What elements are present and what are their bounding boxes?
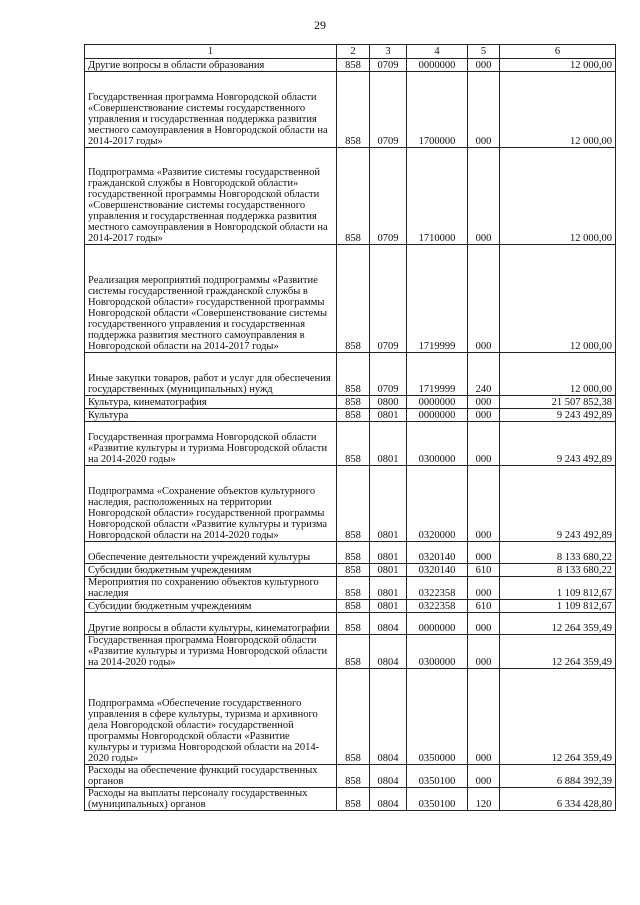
- row-col-3: 0804: [370, 635, 407, 669]
- row-name: Государственная программа Новгородской области «Развитие культуры и туризма Новгородской области на 2014-2020 годы»: [85, 635, 337, 669]
- row-col-2: 858: [337, 396, 370, 409]
- row-col-5: 000: [468, 396, 500, 409]
- row-col-3: 0709: [370, 148, 407, 245]
- table-header-row: [85, 45, 616, 59]
- row-col-2: 858: [337, 788, 370, 811]
- row-col-4: 1710000: [407, 148, 468, 245]
- row-col-2: 858: [337, 542, 370, 564]
- row-col-4: 0000000: [407, 59, 468, 72]
- table-row: [85, 542, 616, 564]
- row-col-5: 000: [468, 245, 500, 353]
- row-col-2: 858: [337, 148, 370, 245]
- row-name: Государственная программа Новгородской области «Развитие культуры и туризма Новгородской области на 2014-2020 годы»: [85, 422, 337, 466]
- row-col-5: 000: [468, 765, 500, 788]
- row-amount: 8 133 680,22: [500, 564, 616, 577]
- row-amount: 12 000,00: [500, 59, 616, 72]
- row-amount: 9 243 492,89: [500, 409, 616, 422]
- row-col-3: 0804: [370, 613, 407, 635]
- table-row: [85, 788, 616, 811]
- row-col-5: 000: [468, 542, 500, 564]
- row-col-2: 858: [337, 765, 370, 788]
- table-row: [85, 577, 616, 600]
- row-name: Другие вопросы в области образования: [85, 59, 337, 72]
- row-name: Субсидии бюджетным учреждениям: [85, 564, 337, 577]
- header-col-5: 5: [468, 45, 500, 59]
- row-col-2: 858: [337, 669, 370, 765]
- row-name: Государственная программа Новгородской области «Совершенствование системы государственного управления и государственная поддержка развития местного самоуправления в Новгородской области на 2014-2017 годы»: [85, 72, 337, 148]
- row-col-2: 858: [337, 577, 370, 600]
- row-amount: 12 264 359,49: [500, 613, 616, 635]
- row-name: Обеспечение деятельности учреждений культуры: [85, 542, 337, 564]
- table-row: [85, 245, 616, 353]
- row-col-5: 000: [468, 422, 500, 466]
- table-row: [85, 72, 616, 148]
- row-col-4: 1700000: [407, 72, 468, 148]
- row-col-5: 120: [468, 788, 500, 811]
- row-amount: 6 334 428,80: [500, 788, 616, 811]
- table-row: [85, 635, 616, 669]
- row-col-5: 610: [468, 564, 500, 577]
- row-col-5: 240: [468, 353, 500, 396]
- row-col-4: 0322358: [407, 600, 468, 613]
- table-row: [85, 422, 616, 466]
- row-amount: 12 000,00: [500, 245, 616, 353]
- row-col-2: 858: [337, 422, 370, 466]
- row-col-2: 858: [337, 613, 370, 635]
- row-col-2: 858: [337, 245, 370, 353]
- row-col-3: 0801: [370, 422, 407, 466]
- row-col-4: 0000000: [407, 409, 468, 422]
- row-col-4: 0350100: [407, 765, 468, 788]
- row-col-3: 0801: [370, 577, 407, 600]
- table-row: [85, 59, 616, 72]
- row-name: Культура, кинематография: [85, 396, 337, 409]
- row-col-4: 0350000: [407, 669, 468, 765]
- row-col-4: 0000000: [407, 396, 468, 409]
- row-amount: 8 133 680,22: [500, 542, 616, 564]
- row-col-5: 000: [468, 613, 500, 635]
- row-name: Расходы на обеспечение функций государственных органов: [85, 765, 337, 788]
- row-col-3: 0804: [370, 788, 407, 811]
- header-col-1: 1: [85, 45, 337, 59]
- row-col-5: 000: [468, 59, 500, 72]
- row-col-5: 000: [468, 635, 500, 669]
- row-col-4: 0300000: [407, 635, 468, 669]
- row-amount: 12 264 359,49: [500, 635, 616, 669]
- row-name: Реализация мероприятий подпрограммы «Развитие системы государственной гражданской службы в Новгородской области» государственной программы Новгородской области «Совершенствование системы государственного управления и государственная поддержка развития местного самоуправления в Новгородской области на 2014-2017 годы»: [85, 245, 337, 353]
- row-col-5: 610: [468, 600, 500, 613]
- row-col-3: 0801: [370, 542, 407, 564]
- row-amount: 6 884 392,39: [500, 765, 616, 788]
- row-col-2: 858: [337, 353, 370, 396]
- row-col-4: 1719999: [407, 245, 468, 353]
- header-col-2: 2: [337, 45, 370, 59]
- table-row: [85, 600, 616, 613]
- table-row: [85, 148, 616, 245]
- row-name: Мероприятия по сохранению объектов культурного наследия: [85, 577, 337, 600]
- row-col-4: 0350100: [407, 788, 468, 811]
- row-col-3: 0800: [370, 396, 407, 409]
- row-col-5: 000: [468, 466, 500, 542]
- row-col-3: 0801: [370, 564, 407, 577]
- row-amount: 12 264 359,49: [500, 669, 616, 765]
- row-name: Подпрограмма «Сохранение объектов культурного наследия, расположенных на территории Новгородской области» государственной программы Новгородской области «Развитие культуры и туризма Новгородской области на 2014-2020 годы»: [85, 466, 337, 542]
- row-col-4: 0320000: [407, 466, 468, 542]
- row-col-2: 858: [337, 72, 370, 148]
- row-col-5: 000: [468, 72, 500, 148]
- row-col-5: 000: [468, 148, 500, 245]
- table-body: [85, 59, 616, 811]
- row-col-2: 858: [337, 466, 370, 542]
- header-col-6: 6: [500, 45, 616, 59]
- row-name: Подпрограмма «Развитие системы государственной гражданской службы в Новгородской области» государственной программы Новгородской области «Совершенствование системы государственного управления и государственная поддержка развития местного самоуправления в Новгородской области на 2014-2017 годы»: [85, 148, 337, 245]
- row-amount: 12 000,00: [500, 353, 616, 396]
- row-name: Культура: [85, 409, 337, 422]
- row-col-3: 0801: [370, 466, 407, 542]
- row-col-2: 858: [337, 600, 370, 613]
- header-col-4: 4: [407, 45, 468, 59]
- row-col-3: 0804: [370, 765, 407, 788]
- table-row: [85, 409, 616, 422]
- table-row: [85, 466, 616, 542]
- table-row: [85, 564, 616, 577]
- row-amount: 9 243 492,89: [500, 422, 616, 466]
- row-amount: 1 109 812,67: [500, 577, 616, 600]
- row-col-5: 000: [468, 409, 500, 422]
- row-name: Расходы на выплаты персоналу государственных (муниципальных) органов: [85, 788, 337, 811]
- row-col-4: 0322358: [407, 577, 468, 600]
- row-col-2: 858: [337, 635, 370, 669]
- row-col-4: 0320140: [407, 564, 468, 577]
- table-row: [85, 396, 616, 409]
- budget-table: [84, 44, 616, 811]
- row-col-4: 0000000: [407, 613, 468, 635]
- row-col-2: 858: [337, 564, 370, 577]
- row-col-4: 0320140: [407, 542, 468, 564]
- table-row: [85, 669, 616, 765]
- row-name: Субсидии бюджетным учреждениям: [85, 600, 337, 613]
- row-col-3: 0709: [370, 59, 407, 72]
- row-col-3: 0709: [370, 72, 407, 148]
- row-col-4: 1719999: [407, 353, 468, 396]
- row-amount: 21 507 852,38: [500, 396, 616, 409]
- row-name: Другие вопросы в области культуры, кинематографии: [85, 613, 337, 635]
- header-col-3: 3: [370, 45, 407, 59]
- row-col-3: 0801: [370, 409, 407, 422]
- row-amount: 12 000,00: [500, 148, 616, 245]
- row-name: Иные закупки товаров, работ и услуг для обеспечения государственных (муниципальных) нужд: [85, 353, 337, 396]
- row-name: Подпрограмма «Обеспечение государственного управления в сфере культуры, туризма и архивного дела Новгородской области» государственной программы Новгородской области «Развитие культуры и туризма Новгородской области на 2014-2020 годы»: [85, 669, 337, 765]
- row-col-3: 0804: [370, 669, 407, 765]
- row-col-3: 0709: [370, 245, 407, 353]
- table-row: [85, 765, 616, 788]
- row-col-3: 0709: [370, 353, 407, 396]
- row-col-4: 0300000: [407, 422, 468, 466]
- row-col-3: 0801: [370, 600, 407, 613]
- row-col-5: 000: [468, 669, 500, 765]
- table-row: [85, 353, 616, 396]
- row-col-2: 858: [337, 59, 370, 72]
- row-amount: 9 243 492,89: [500, 466, 616, 542]
- row-amount: 1 109 812,67: [500, 600, 616, 613]
- row-col-2: 858: [337, 409, 370, 422]
- row-amount: 12 000,00: [500, 72, 616, 148]
- row-col-5: 000: [468, 577, 500, 600]
- page-number: 29: [314, 18, 326, 32]
- table-row: [85, 613, 616, 635]
